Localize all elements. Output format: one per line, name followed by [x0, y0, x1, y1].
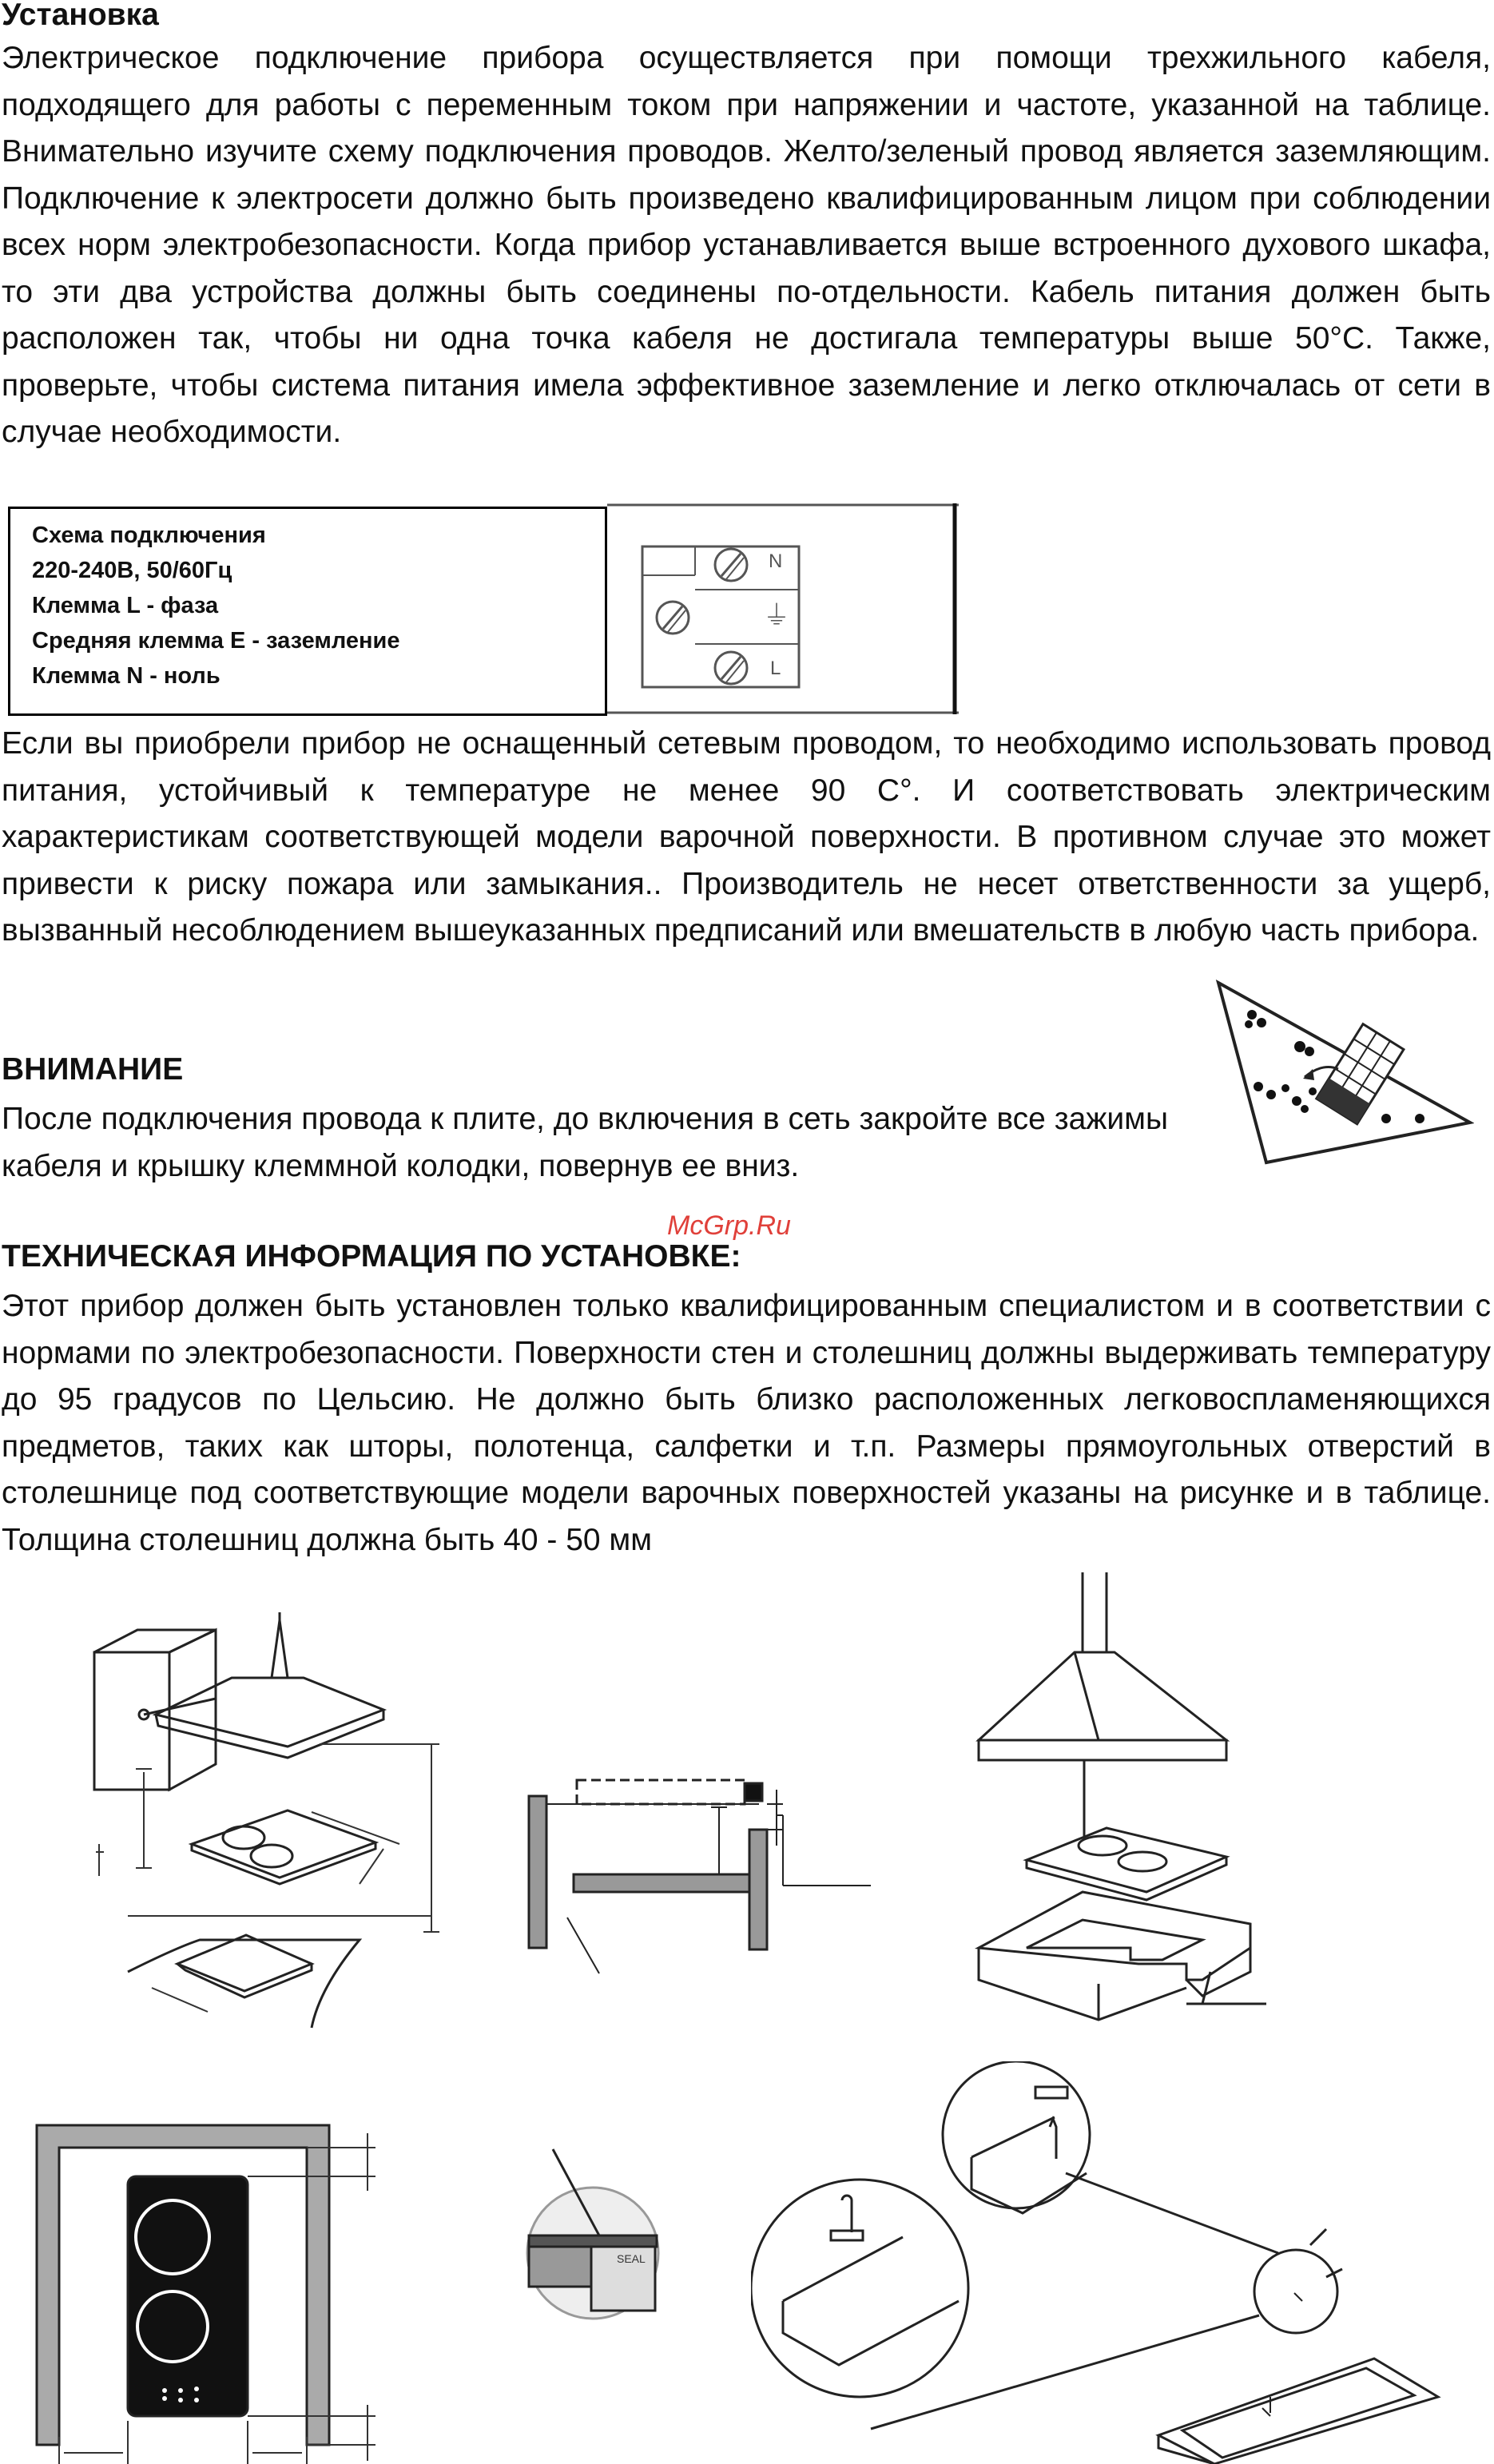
schema-line-1: Схема подключения: [32, 523, 266, 548]
front-clearance-diagram: [16, 2117, 383, 2464]
terminal-label-n: N: [769, 550, 783, 572]
hood-installation-diagram: [80, 1612, 463, 2044]
schema-line-3: Клемма L - фаза: [32, 593, 219, 618]
wiring-schema: [8, 503, 959, 714]
schema-line-2: 220-240В, 50/60Гц: [32, 558, 232, 583]
bracket-installation-diagram: [751, 2061, 1470, 2464]
terminal-label-l: L: [770, 658, 781, 679]
seal-label: SEAL: [617, 2252, 646, 2265]
install-paragraph: Электрическое подключение прибора осуществляется при помощи трехжильного кабеля, подходящего для работы с переменным током при напряжении и частоте, указанной на таблице. Внимательно изучите схему подключения проводов. Желто/зеленый провод является заземляющим. Подключение к электросети должно быть произведено квалифицированным лицом при соблюдении всех норм электробезопасности. Когда прибор устанавливается выше встроенного духового шкафа, то эти два устройства должны быть соединены по-отдельности. Кабель питания должен быть расположен так, чтобы ни одна точка кабеля не достигала температуры выше 50°С. Также, проверьте, чтобы система питания имела эффективное заземление и легко отключалась от сети в случае необходимости.: [2, 41, 1491, 449]
watermark: McGrp.Ru: [667, 1210, 791, 1241]
warning-title: ВНИМАНИЕ: [2, 1052, 184, 1087]
cross-section-diagram: [519, 1774, 879, 1989]
install-title: Установка: [2, 0, 159, 32]
cable-paragraph: Если вы приобрели прибор не оснащенный сетевым проводом, то необходимо использовать провод питания, устойчивый к температуре не менее 90 С°. И соответствовать электрическим характеристикам соответствующей модели варочной поверхности. В противном случае это может привести к риску пожара или замыкания.. Производитель не несет ответственности за ущерб, вызванный несоблюдением вышеуказанных предписаний или вмешательств в любую часть прибора.: [2, 726, 1491, 948]
schema-line-5: Клемма N - ноль: [32, 663, 221, 689]
tech-title: ТЕХНИЧЕСКАЯ ИНФОРМАЦИЯ ПО УСТАНОВКЕ:: [2, 1239, 741, 1274]
seal-detail-diagram: [519, 2141, 679, 2333]
island-installation-diagram: [963, 1572, 1306, 2052]
warning-text: После подключения провода к плите, до включения в сеть закройте все зажимы кабеля и крышку клеммной колодки, повернув ее вниз.: [2, 1102, 1168, 1183]
terminal-block-diagram: [607, 503, 959, 714]
ground-icon: ⏚: [763, 600, 790, 632]
schema-line-4: Средняя клемма E - заземление: [32, 628, 400, 654]
tech-paragraph: Этот прибор должен быть установлен только квалифицированным специалистом и в соответствии с нормами по электробезопасности. Поверхности стен и столешниц должны выдерживать температуру до 95 градусов по Цельсию. Не должно быть близко расположенных легковоспламеняющихся предметов, таких как шторы, полотенца, салфетки и т.п. Размеры прямоугольных отверстий в столешнице под соответствующие модели варочных поверхностей указаны на рисунке и в таблице. Толщина столешниц должна быть 40 - 50 мм: [2, 1289, 1491, 1557]
terminal-cover-illustration: [1210, 975, 1474, 1166]
